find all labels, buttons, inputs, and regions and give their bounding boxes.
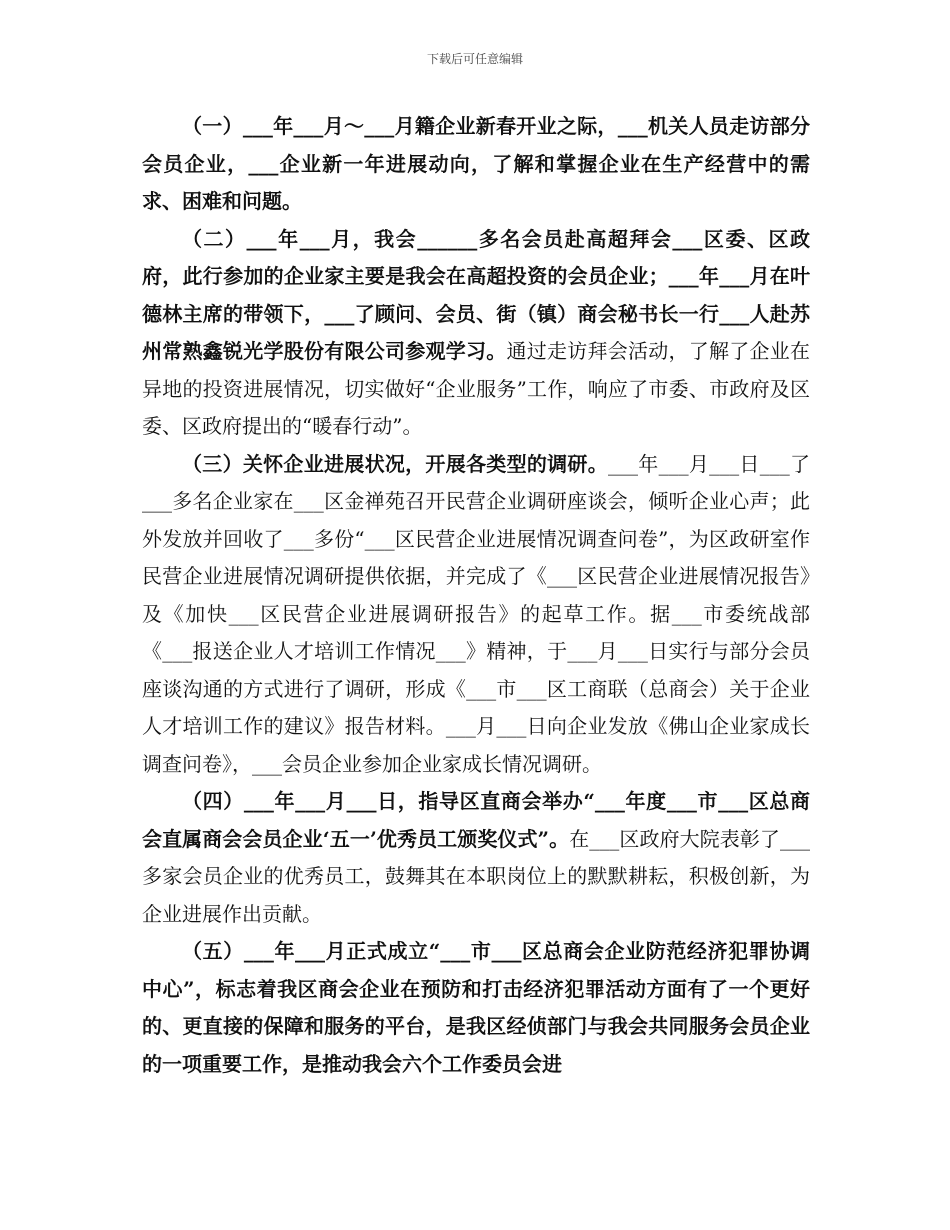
paragraph-3-text: ___年___月___日___了___多名企业家在___区金禅苑召开民营企业调研座谈会，倾听企业心声；此外发放并回收了___多份“___区民营企业进展情况调查问卷”，为区政研室作民营企业进展情况调研提供依据，并完成了《___区民营企业进展情况报告》及《加快___区民营企业进展调研报告》的起草工作。据___市委统战部《___报送企业人才培训工作情况___》精神，于___月___日实行与部分会员座谈沟通的方式进行了调研，形成《___市___区工商联（总商会）关于企业人才培训工作的建议》报告材料。___月___日向企业发放《佛山企业家成长调查问卷》，___会员企业参加企业家成长情况调研。 [142,451,811,776]
paragraph-5 [142,933,810,1083]
paragraph-2-bold: （二）___年___月，我会______多名会员赴高超拜会___区委、区政府，此行参加的企业家主要是我会在高超投资的会员企业；___年___月在叶德林主席的带领下，___了顾问、会员、街（镇）商会秘书长一行___人赴苏州常熟鑫锐光学股份有限公司参观学习。 [142,226,810,363]
paragraph-3-bold: （三）关怀企业进展状况，开展各类型的调研。 [182,451,608,476]
paragraph-1 [142,108,810,221]
paragraph-1-bold: （一）___年___月～___月籍企业新春开业之际，___机关人员走访部分会员企业，___企业新一年进展动向，了解和掌握企业在生产经营中的需求、困难和问题。 [142,114,810,213]
paragraph-4-bold: （四）___年___月___日，指导区直商会举办“___年度___市___区总商会直属商会会员企业‘五一’优秀员工颁奖仪式”。 [142,789,810,851]
page-header: 下载后可任意编辑 [426,52,523,66]
paragraph-4-text: 在___区政府大院表彰了___多家会员企业的优秀员工，鼓舞其在本职岗位上的默默耕耘，积极创新，为企业进展作出贡献。 [142,826,810,926]
paragraph-3 [142,446,810,784]
paragraph-5-bold: （五）___年___月正式成立“___市___区总商会企业防范经济犯罪协调中心”，标志着我区商会企业在预防和打击经济犯罪活动方面有了一个更好的、更直接的保障和服务的平台，是我区经侦部门与我会共同服务会员企业的一项重要工作，是推动我会六个工作委员会进 [142,939,810,1076]
paragraph-4 [142,783,810,933]
paragraph-2 [142,221,810,446]
paragraph-2-text: 通过走访拜会活动，了解了企业在异地的投资进展情况，切实做好“企业服务”工作，响应了市委、市政府及区委、区政府提出的“暖春行动”。 [142,339,810,438]
document-body [142,108,810,1083]
